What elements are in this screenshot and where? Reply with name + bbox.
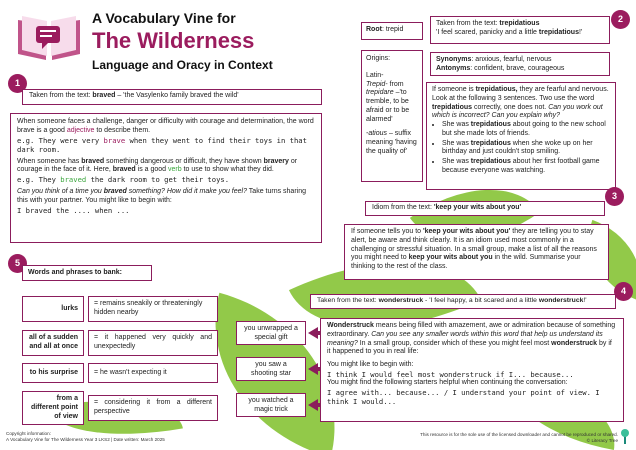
bank-term-surprise: to his surprise: [22, 363, 84, 383]
begin-prompt: You might like to begin with:: [327, 361, 414, 368]
bank-title-box: Words and phrases to bank:: [22, 265, 152, 281]
option-magic-trick: you watched a magic trick: [236, 393, 306, 417]
section-4-main-box: [320, 318, 624, 422]
section-2-number: 2: [611, 10, 630, 29]
trepidatious-sentences: [432, 121, 610, 176]
option-gift: you unwrapped a special gift: [236, 321, 306, 345]
section-3-number: 3: [605, 187, 624, 206]
taken-quote: – 'the Vasylenko family braved the wild': [115, 92, 239, 99]
continue-prompt: You might find the following starters helpful when continuing the conversation:: [327, 378, 568, 386]
section-2-taken-box: Taken from the text: trepidatious 'I feel scared, panicky and a little trepidatious!': [430, 16, 610, 44]
braved-definition: When someone has braved something dangerous or difficult, they have shown bravery or courage in the face of it. Here, braved is a good verb to use to show what they did.: [17, 157, 298, 174]
verb-word: verb: [168, 166, 182, 174]
trepidatious-definition: If someone is trepidatious, they are fearful and nervous. Look at the following 3 sentences. Two use the word trepidatious correctly, one does not. Can you work out which is incorrect? Can you explain why?: [432, 86, 609, 120]
idiom-explanation: If someone tells you to 'keep your wits about you' they are telling you to stay alert, be aware and think clearly. It is an idiom used most commonly in a challenging or stressful situation. In a small group, make a list of all the reasons you might need to keep your wits about you in the wild. Summarise your thinking to the rest of the class.: [351, 228, 597, 270]
book-logo-icon: [14, 8, 84, 63]
bank-def-lurks: = remains sneakily or threateningly hidden nearby: [88, 296, 218, 322]
brave-example: e.g. They were very brave when they went to find their toys in that dark room.: [17, 135, 307, 154]
arrow-left-icon: [308, 327, 318, 339]
origins-suffix: -atious – suffix meaning 'having the quality of': [366, 130, 417, 155]
footer-licence: This resource is for the sole use of the licensed downloader and cannot be reproduced or shared. © Literacy Tree: [420, 432, 618, 443]
braved-sentence-starter: I braved the .... when ...: [17, 205, 130, 215]
footer-copyright: Copyright information: A Vocabulary Vine for The Wilderness Year 3 LKS2 | Date written: March 2025: [6, 431, 165, 442]
section-4-number: 4: [614, 282, 633, 301]
adjective-word: adjective: [66, 126, 95, 134]
bank-def-viewpoint: = considering it from a different perspective: [88, 395, 218, 421]
origins-box: [361, 50, 423, 182]
bank-term-viewpoint: from a different point of view: [22, 391, 84, 425]
title-line-1: A Vocabulary Vine for: [92, 10, 236, 26]
option-shooting-star: you saw a shooting star: [236, 357, 306, 381]
bank-term-sudden: all of a sudden and all at once: [22, 330, 84, 356]
bank-def-sudden: = it happened very quickly and unexpectedly: [88, 330, 218, 356]
conversation-starter: I agree with... because... / I understand your point of view. I think I would...: [327, 387, 600, 406]
taken-word: braved: [92, 92, 116, 99]
section-1-taken-box: [22, 89, 322, 105]
section-3-main-box: [344, 224, 609, 280]
title-line-2: The Wilderness: [92, 28, 255, 53]
wonderstruck-definition: Wonderstruck means being filled with amazement, awe or admiration because of something extraordinary. Can you see any smaller words within this word that help us understand its meaning? In a small group, consider which of these you might feel most wonderstruck by if it happened to you in real life:: [327, 322, 616, 356]
braved-question: Can you think of a time you braved something? How did it make you feel? Take turns sharing this with your partner. You might like to begin with:: [17, 188, 306, 204]
section-1-main-box: [10, 113, 322, 243]
antonyms: Antonyms: confident, brave, courageous: [436, 64, 565, 72]
brave-definition: When someone faces a challenge, danger or difficulty with courage and determination, the word brave is a good adjective to describe them.: [17, 118, 314, 134]
arrow-left-icon: [308, 363, 318, 375]
sentence-item: • She was trepidatious when she woke up on her birthday and just couldn't stop smiling.: [442, 140, 610, 158]
idiom-box: Idiom from the text: 'keep your wits about you': [365, 201, 605, 216]
root-box: Root: trepid: [361, 22, 423, 40]
taken-label: Taken from the text:: [29, 92, 93, 99]
section-5-number: 5: [8, 254, 27, 273]
sentence-item: • She was trepidatious about her first football game because everyone was watching.: [442, 158, 610, 176]
title-line-3: Language and Oracy in Context: [92, 58, 273, 72]
literacy-tree-logo-icon: [620, 428, 630, 444]
origins-latin: Latin- Trepid- from trepidare –'to tremble, to be afraid or to be alarmed': [366, 71, 410, 123]
synonyms: Synonyms: anxious, fearful, nervous: [436, 56, 552, 63]
bank-def-surprise: = he wasn't expecting it: [88, 363, 218, 383]
arrow-left-icon: [308, 399, 318, 411]
bank-term-lurks: lurks: [22, 296, 84, 322]
braved-example: e.g. They braved the dark room to get their toys.: [17, 175, 230, 184]
wonderstruck-starter: I think I would feel most wonderstruck if I... because...: [327, 369, 574, 379]
origins-title: Origins:: [366, 55, 391, 62]
section-2-main-box: [426, 82, 616, 190]
section-4-taken-box: Taken from the text: wonderstruck - 'I feel happy, a bit scared and a little wonderstruck!': [310, 294, 616, 309]
sentence-item: • She was trepidatious about going to the new school but she made lots of friends.: [442, 121, 610, 139]
section-1-number: 1: [8, 74, 27, 93]
synonyms-antonyms-box: [430, 52, 610, 76]
